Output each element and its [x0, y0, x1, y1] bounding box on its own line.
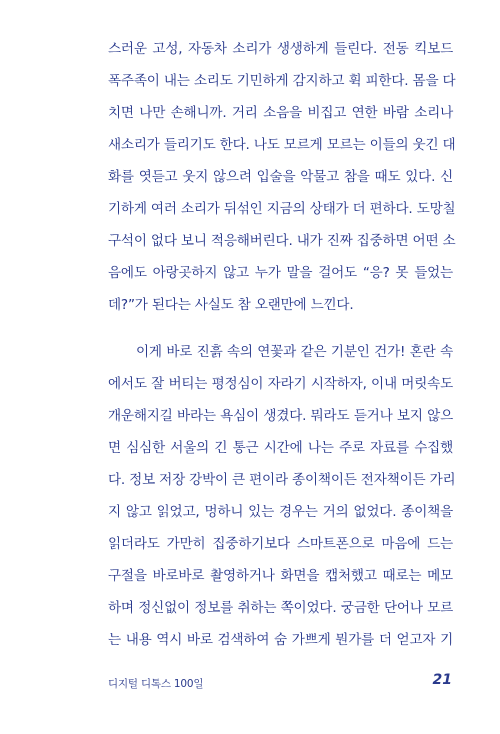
- text-line: 데?”가 된다는 사실도 참 오랜만에 느낀다.: [108, 297, 354, 313]
- text-line: 다. 정보 저장 강박이 큰 편이라 종이책이든 전자책이든 가리: [108, 472, 456, 488]
- page-number: 21: [432, 672, 452, 688]
- text-line: 는 내용 역시 바로 검색하여 숨 가쁘게 뭔가를 더 얻고자 기: [108, 632, 453, 648]
- text-line: 음에도 아랑곳하지 않고 누가 말을 걸어도 “응? 못 들었는: [108, 265, 453, 281]
- text-line: 화를 엿듣고 웃지 않으려 입술을 악물고 참을 때도 있다. 신: [108, 169, 453, 185]
- text-line: 이게 바로 진흙 속의 연꽃과 같은 기분인 건가! 혼란 속: [136, 344, 453, 360]
- text-line: 치면 나만 손해니까. 거리 소음을 비집고 연한 바람 소리나: [108, 105, 453, 121]
- text-line: 지 않고 읽었고, 멍하니 있는 경우는 거의 없었다. 종이책을: [108, 504, 453, 520]
- text-line: 면 심심한 서울의 긴 통근 시간에 나는 주로 자료를 수집했: [108, 440, 453, 456]
- paragraph-2: [108, 336, 456, 656]
- text-line: 기하게 여러 소리가 뒤섞인 지금의 상태가 더 편하다. 도망칠: [108, 201, 456, 217]
- text-line: 구석이 없다 보니 적응해버린다. 내가 진짜 집중하면 어떤 소: [108, 233, 456, 249]
- text-line: 구절을 바로바로 촬영하거나 화면을 캡처했고 때로는 메모: [108, 568, 453, 584]
- text-line: 스러운 고성, 자동차 소리가 생생하게 들린다. 전동 킥보드: [108, 41, 453, 57]
- text-line: 폭주족이 내는 소리도 기민하게 감지하고 휙 피한다. 몸을 다: [108, 73, 456, 89]
- text-line: 하며 정신없이 정보를 취하는 쪽이었다. 궁금한 단어나 모르: [108, 600, 453, 616]
- running-footer-title: 디지털 디톡스 100일: [108, 678, 204, 690]
- paragraph-1: [108, 33, 456, 321]
- text-line: 읽더라도 가만히 집중하기보다 스마트폰으로 마음에 드는: [108, 536, 453, 552]
- text-line: 에서도 잘 버티는 평정심이 자라기 시작하자, 이내 머릿속도: [108, 376, 453, 392]
- text-line: 개운해지길 바라는 욕심이 생겼다. 뭐라도 듣거나 보지 않으: [108, 408, 453, 424]
- text-line: 새소리가 들리기도 한다. 나도 모르게 모르는 이들의 웃긴 대: [108, 137, 456, 153]
